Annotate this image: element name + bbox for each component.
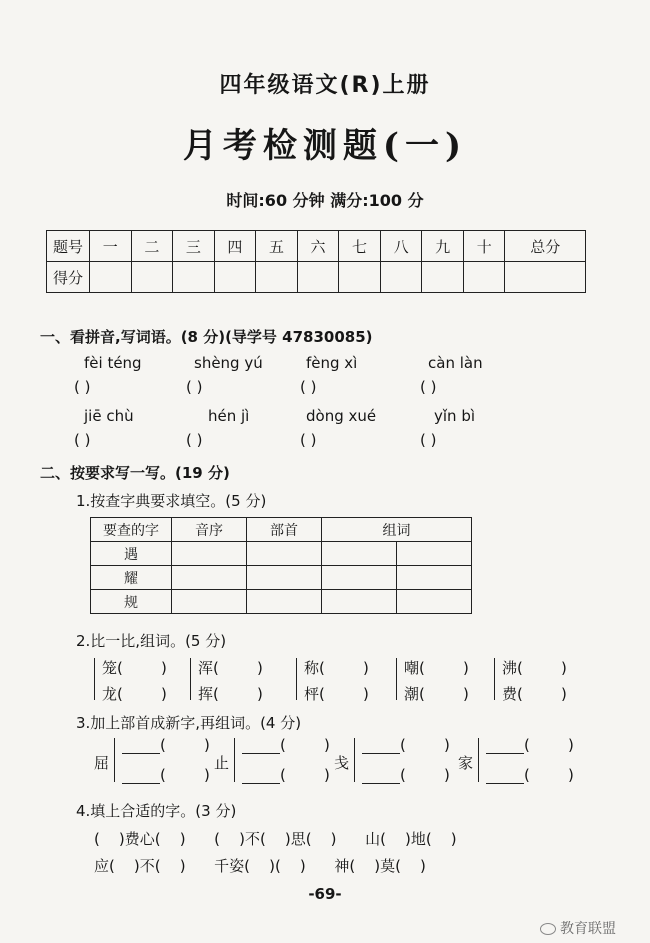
word-pair[interactable]: 枰( ) [304, 685, 369, 703]
chat-icon [540, 923, 556, 935]
score-header-cell: 十 [463, 231, 505, 262]
score-table [46, 230, 586, 293]
pinyin: shèng yú [194, 354, 263, 372]
pair-brace [94, 658, 100, 700]
fill-cell[interactable] [247, 590, 322, 614]
score-row-label: 得分 [47, 262, 90, 293]
dictionary-header-row [91, 518, 472, 542]
answer-blank[interactable]: ( ) [300, 431, 317, 449]
pair-paren[interactable]: ( ) [280, 766, 330, 784]
pinyin: yǐn bì [434, 407, 476, 425]
pair-brace [494, 658, 500, 700]
score-cell[interactable] [505, 262, 586, 293]
pair-paren[interactable]: ( ) [280, 736, 330, 754]
exam-title: 月考检测题(一) [182, 126, 468, 166]
score-header-cell: 总分 [505, 231, 586, 262]
pair-paren[interactable]: ( ) [160, 766, 210, 784]
answer-blank[interactable]: ( ) [186, 431, 203, 449]
score-header-cell: 七 [339, 231, 381, 262]
dictionary-header: 组词 [322, 518, 472, 542]
score-header-row [47, 231, 586, 262]
page-number: -69- [308, 885, 342, 903]
score-cell[interactable] [297, 262, 339, 293]
score-header-cell: 二 [131, 231, 173, 262]
fill-cell[interactable] [397, 542, 472, 566]
q2-sub3: 3.加上部首成新字,再组词。(4 分) [76, 714, 302, 732]
fill-cell[interactable] [397, 590, 472, 614]
word-pair[interactable]: 浑( ) [198, 659, 263, 677]
score-cell[interactable] [90, 262, 132, 293]
word-pair[interactable]: 挥( ) [198, 685, 263, 703]
word-pair[interactable]: 费( ) [502, 685, 567, 703]
score-cell[interactable] [422, 262, 464, 293]
score-cell[interactable] [214, 262, 256, 293]
new-char-blank[interactable] [362, 736, 450, 754]
new-char-blank[interactable] [122, 736, 210, 754]
radical-char: 止 [214, 754, 230, 772]
score-header-cell: 九 [422, 231, 464, 262]
blank-line[interactable] [242, 769, 280, 784]
answer-blank[interactable]: ( ) [300, 378, 317, 396]
blank-line[interactable] [486, 739, 524, 754]
watermark-text: 教育联盟 [560, 921, 616, 937]
word-pair[interactable]: 潮( ) [404, 685, 469, 703]
watermark [540, 918, 616, 938]
pinyin: fèng xì [306, 354, 358, 372]
fill-cell[interactable] [322, 566, 397, 590]
score-header-cell: 题号 [47, 231, 90, 262]
pair-paren[interactable]: ( ) [400, 736, 450, 754]
score-cell[interactable] [339, 262, 381, 293]
word-pair[interactable]: 嘲( ) [404, 659, 469, 677]
exam-info: 时间:60 分钟 满分:100 分 [226, 191, 424, 210]
word-pair[interactable]: 笼( ) [102, 659, 167, 677]
pinyin: fèi téng [84, 354, 142, 372]
fill-cell[interactable] [247, 542, 322, 566]
blank-line[interactable] [242, 739, 280, 754]
pinyin: dòng xué [306, 407, 377, 425]
score-header-cell: 一 [90, 231, 132, 262]
fill-cell[interactable] [172, 590, 247, 614]
score-cell[interactable] [463, 262, 505, 293]
q2-sub1: 1.按查字典要求填空。(5 分) [76, 492, 267, 510]
score-cell[interactable] [256, 262, 298, 293]
lookup-char: 遇 [91, 542, 172, 566]
pair-brace [190, 658, 196, 700]
dictionary-row [91, 590, 472, 614]
score-cell[interactable] [380, 262, 422, 293]
pair-brace [296, 658, 302, 700]
new-char-blank[interactable] [242, 736, 330, 754]
lookup-char: 耀 [91, 566, 172, 590]
q2-sub4: 4.填上合适的字。(3 分) [76, 802, 237, 820]
answer-blank[interactable]: ( ) [74, 378, 91, 396]
word-pair[interactable]: 沸( ) [502, 659, 567, 677]
answer-blank[interactable]: ( ) [420, 378, 437, 396]
pair-paren[interactable]: ( ) [160, 736, 210, 754]
blank-line[interactable] [362, 769, 400, 784]
score-header-cell: 三 [173, 231, 215, 262]
pinyin: hén jì [208, 407, 250, 425]
blank-line[interactable] [122, 769, 160, 784]
blank-line[interactable] [362, 739, 400, 754]
fill-cell[interactable] [322, 542, 397, 566]
q2-title: 二、按要求写一写。(19 分) [40, 464, 230, 482]
fill-cell[interactable] [322, 590, 397, 614]
pair-paren[interactable]: ( ) [400, 766, 450, 784]
fill-row[interactable]: 应( )不( ) 千姿( )( ) 神( )莫( ) [94, 857, 426, 875]
q2-sub2: 2.比一比,组词。(5 分) [76, 632, 227, 650]
radical-char: 戋 [334, 754, 350, 772]
score-cell[interactable] [173, 262, 215, 293]
fill-row[interactable]: ( )费心( ) ( )不( )思( ) 山( )地( ) [94, 830, 457, 848]
blank-line[interactable] [122, 739, 160, 754]
radical-char: 家 [458, 754, 474, 772]
blank-line[interactable] [486, 769, 524, 784]
fill-cell[interactable] [247, 566, 322, 590]
fill-cell[interactable] [172, 542, 247, 566]
fill-cell[interactable] [397, 566, 472, 590]
score-header-cell: 八 [380, 231, 422, 262]
new-char-blank[interactable] [242, 766, 330, 784]
score-header-cell: 六 [297, 231, 339, 262]
word-pair[interactable]: 称( ) [304, 659, 369, 677]
score-value-row [47, 262, 586, 293]
answer-blank[interactable]: ( ) [420, 431, 437, 449]
new-char-blank[interactable] [362, 766, 450, 784]
pair-paren[interactable]: ( ) [524, 736, 574, 754]
score-header-cell: 五 [256, 231, 298, 262]
lookup-char: 规 [91, 590, 172, 614]
radical-char: 屈 [94, 754, 110, 772]
fill-cell[interactable] [172, 566, 247, 590]
grade-title: 四年级语文(R)上册 [219, 73, 431, 98]
dictionary-row [91, 566, 472, 590]
dictionary-header: 部首 [247, 518, 322, 542]
word-pair[interactable]: 龙( ) [102, 685, 167, 703]
new-char-blank[interactable] [486, 766, 574, 784]
pinyin: càn làn [428, 354, 483, 372]
pinyin: jiē chù [84, 407, 134, 425]
new-char-blank[interactable] [486, 736, 574, 754]
pair-paren[interactable]: ( ) [524, 766, 574, 784]
dictionary-header: 音序 [172, 518, 247, 542]
score-cell[interactable] [131, 262, 173, 293]
pair-brace [396, 658, 402, 700]
score-header-cell: 四 [214, 231, 256, 262]
dictionary-row [91, 542, 472, 566]
dictionary-header: 要查的字 [91, 518, 172, 542]
answer-blank[interactable]: ( ) [186, 378, 203, 396]
q1-title: 一、看拼音,写词语。(8 分)(导学号 47830085) [40, 328, 373, 346]
answer-blank[interactable]: ( ) [74, 431, 91, 449]
dictionary-table [90, 517, 472, 614]
new-char-blank[interactable] [122, 766, 210, 784]
